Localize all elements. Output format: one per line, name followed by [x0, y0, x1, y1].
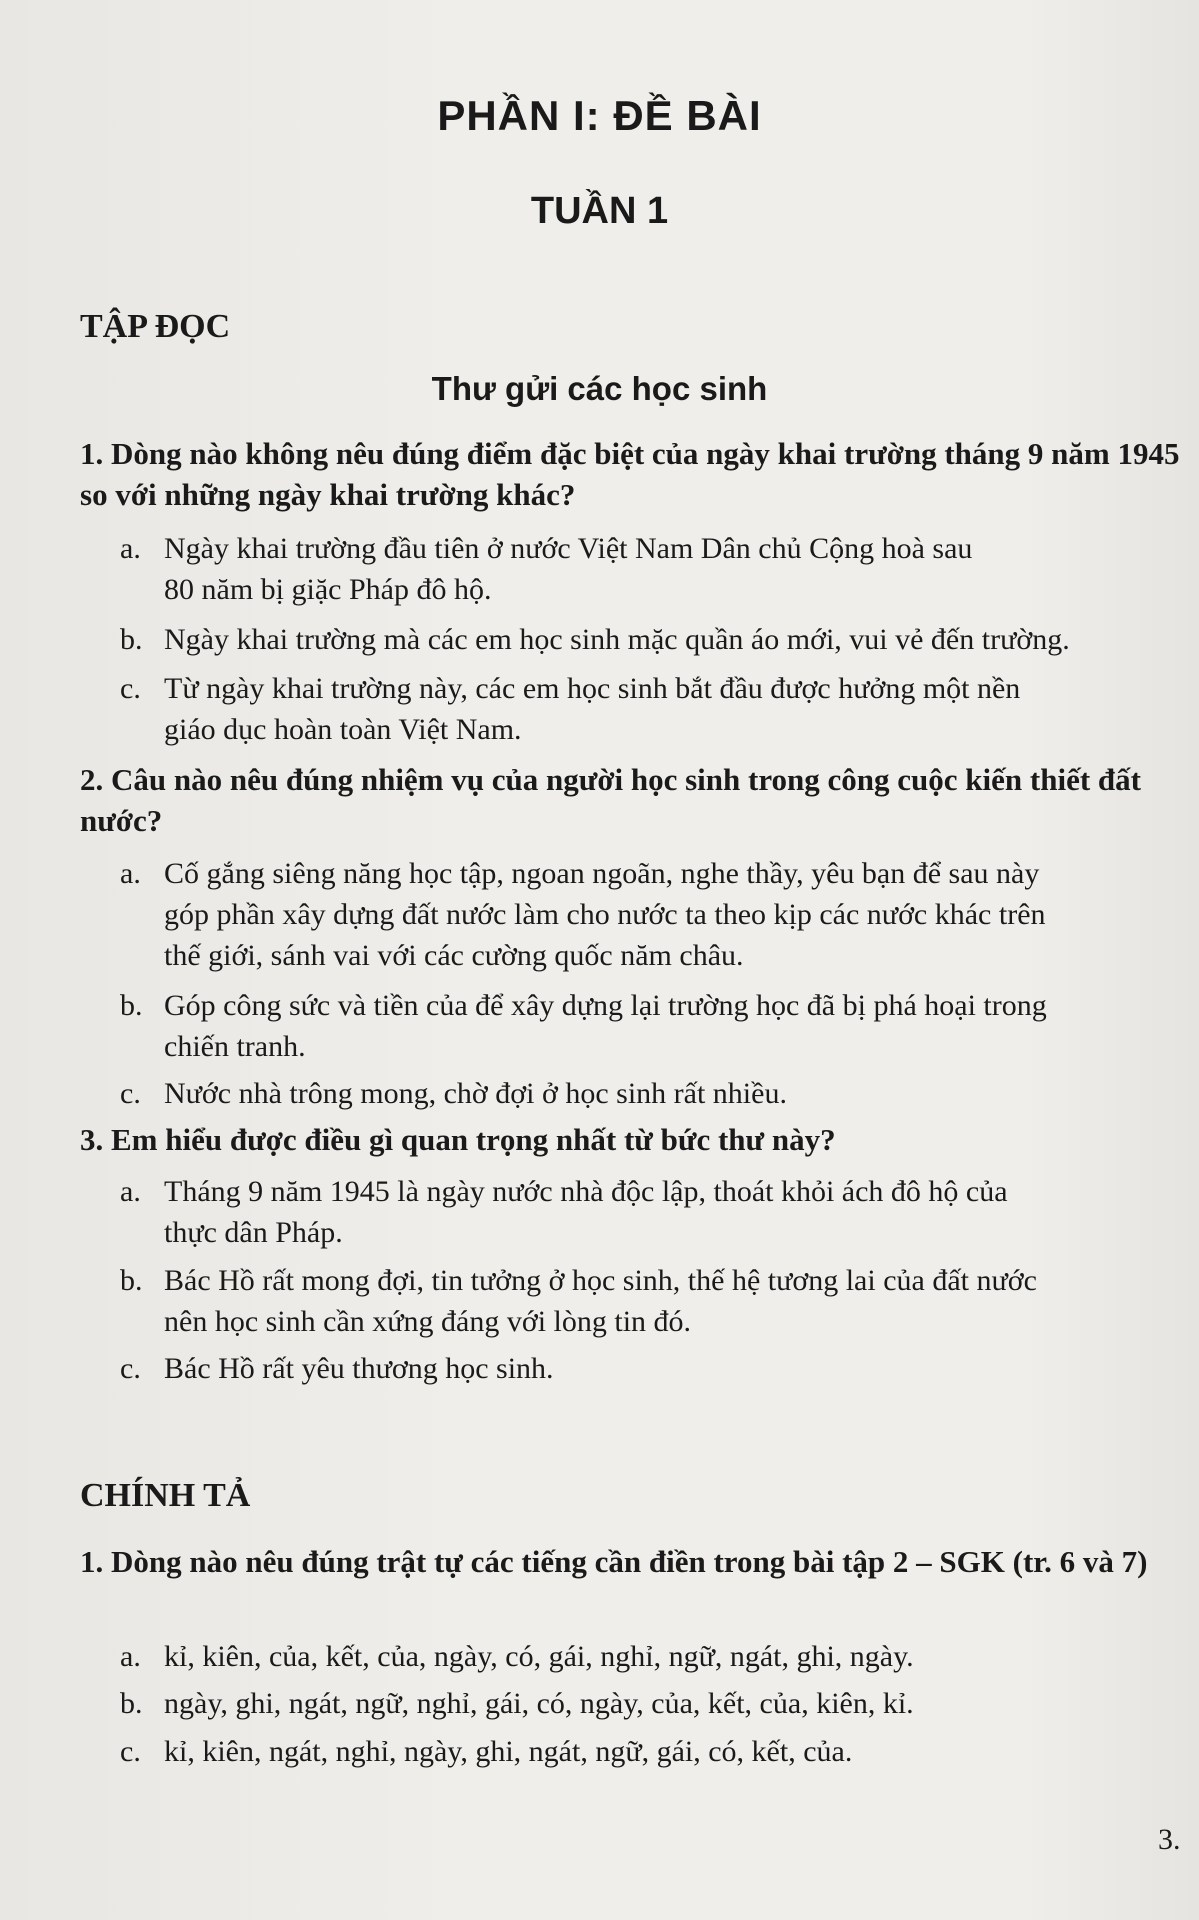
option-text-line: 80 năm bị giặc Pháp đô hộ. [164, 573, 492, 606]
option-label: b. [120, 1687, 143, 1720]
question-3: 3. Em hiểu được điều gì quan trọng nhất từ bức thư này? [80, 1122, 836, 1157]
option-text-line: Ngày khai trường đầu tiên ở nước Việt Nam Dân chủ Cộng hoà sau [164, 532, 973, 565]
option-s1b [120, 1683, 1175, 1724]
option-text-line: Bác Hồ rất mong đợi, tin tưởng ở học sinh, thế hệ tương lai của đất nước [164, 1264, 1037, 1297]
option-text: kỉ, kiên, ngát, nghỉ, ngày, ghi, ngát, ngữ, gái, có, kết, của. [164, 1735, 853, 1768]
option-label: a. [120, 1640, 141, 1673]
option-text-line: góp phần xây dựng đất nước làm cho nước ta theo kịp các nước khác trên [164, 898, 1046, 931]
page-number: 3. [1158, 1823, 1181, 1856]
option-text-line: Tháng 9 năm 1945 là ngày nước nhà độc lập, thoát khỏi ách đô hộ của [164, 1175, 1008, 1208]
question-2: 2. Câu nào nêu đúng nhiệm vụ của người học sinh trong công cuộc kiến thiết đất nước? [80, 762, 1141, 838]
option-text-line: Từ ngày khai trường này, các em học sinh bắt đầu được hưởng một nền [164, 672, 1021, 705]
option-s1c [120, 1731, 1175, 1772]
question-spelling-1: 1. Dòng nào nêu đúng trật tự các tiếng cần điền trong bài tập 2 – SGK (tr. 6 và 7) [80, 1544, 1148, 1579]
question-1: 1. Dòng nào không nêu đúng điểm đặc biệt của ngày khai trường tháng 9 năm 1945 so với những ngày khai trường khác? [80, 436, 1180, 512]
section-title-spelling: CHÍNH TẢ [80, 1477, 251, 1514]
option-text: Bác Hồ rất yêu thương học sinh. [164, 1352, 554, 1385]
option-1c [120, 668, 1175, 750]
option-label: b. [120, 1264, 143, 1297]
option-text-line: giáo dục hoàn toàn Việt Nam. [164, 713, 522, 746]
option-1a [120, 528, 1175, 610]
option-label: c. [120, 1352, 141, 1385]
option-2c [120, 1073, 1175, 1114]
option-label: a. [120, 532, 141, 565]
option-text-line: thực dân Pháp. [164, 1216, 343, 1249]
option-label: c. [120, 1077, 141, 1110]
option-3b [120, 1260, 1175, 1342]
option-label: b. [120, 623, 143, 656]
section-title-reading: TẬP ĐỌC [80, 308, 231, 345]
option-label: c. [120, 672, 141, 705]
lesson-title: Thư gửi các học sinh [431, 370, 768, 407]
option-label: a. [120, 1175, 141, 1208]
option-text: kỉ, kiên, của, kết, của, ngày, có, gái, nghỉ, ngữ, ngát, ghi, ngày. [164, 1640, 914, 1673]
option-text-line: nên học sinh cần xứng đáng với lòng tin đó. [164, 1305, 692, 1338]
option-3c [120, 1348, 1175, 1389]
option-label: c. [120, 1735, 141, 1768]
option-text-line: chiến tranh. [164, 1030, 306, 1063]
option-s1a [120, 1636, 1175, 1677]
option-text: ngày, ghi, ngát, ngữ, nghỉ, gái, có, ngày, của, kết, của, kiên, kỉ. [164, 1687, 914, 1720]
option-text-line: Góp công sức và tiền của để xây dựng lại trường học đã bị phá hoại trong [164, 989, 1047, 1022]
option-text-line: Cố gắng siêng năng học tập, ngoan ngoãn, nghe thầy, yêu bạn để sau này [164, 857, 1040, 890]
part-title: PHẦN I: ĐỀ BÀI [437, 92, 762, 139]
option-2a [120, 853, 1175, 976]
option-text-line: thế giới, sánh vai với các cường quốc năm châu. [164, 939, 744, 972]
week-title: TUẦN 1 [530, 190, 669, 232]
option-label: b. [120, 989, 143, 1022]
option-label: a. [120, 857, 141, 890]
option-text: Ngày khai trường mà các em học sinh mặc quần áo mới, vui vẻ đến trường. [164, 623, 1070, 656]
option-text: Nước nhà trông mong, chờ đợi ở học sinh rất nhiều. [164, 1077, 787, 1110]
option-3a [120, 1171, 1175, 1253]
option-1b [120, 619, 1175, 660]
option-2b [120, 985, 1175, 1067]
